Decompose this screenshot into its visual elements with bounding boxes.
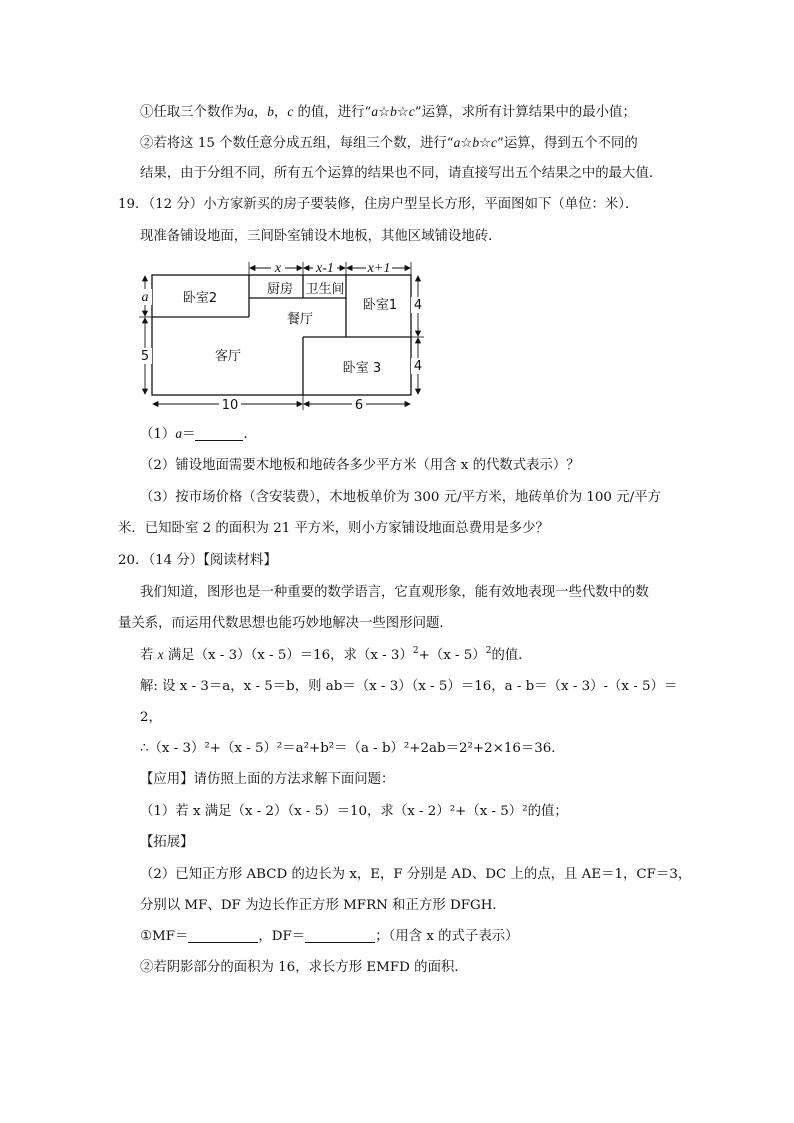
label-bedroom2: 卧室2 <box>182 291 218 306</box>
dim-4-bottom-label: 4 <box>413 359 423 374</box>
q20-solution-line1: 解: 设 x - 3＝a，x - 5＝b，则 ab＝（x - 3）（x - 5）＝16，a - b＝（x - 3）-（x - 5）＝ <box>140 679 678 694</box>
q19-line2: 现准备铺设地面，三间卧室铺设木地板，其他区域铺设地砖． <box>140 229 502 244</box>
q18-sub2: ②若将这 15 个数任意分成五组，每组三个数，进行“a☆b☆c”运算，得到五个不同的 <box>140 135 638 151</box>
dim-a-label: a <box>141 290 149 305</box>
q20-solution-line3: ∴（x - 3）²+（x - 5）²＝a²+b²＝（a - b）²+2ab＝2²+2×16＝36． <box>140 741 565 756</box>
dim-4-top-label: 4 <box>413 298 423 313</box>
q19-answer-blank[interactable] <box>195 426 243 441</box>
mf-answer-blank[interactable] <box>188 928 258 943</box>
df-answer-blank[interactable] <box>305 928 375 943</box>
label-dining: 餐厅 <box>286 312 314 327</box>
q19-header: 19．（12 分）小方家新买的房子要装修，住房户型呈长方形，平面图如下（单位：米）． <box>118 197 639 212</box>
q20-extend-line4: ②若阴影部分的面积为 16，求长方形 EMFD 的面积． <box>140 960 468 975</box>
label-bedroom3: 卧室 3 <box>342 361 382 376</box>
q20-solution-line2: 2， <box>140 710 162 725</box>
label-living: 客厅 <box>214 349 242 364</box>
dim-x-minus-1-label: x-1 <box>316 261 334 276</box>
q20-apply-part1: （1）若 x 满足（x - 2）（x - 5）＝10，求（x - 2）²+（x - 5）²的值； <box>140 804 568 819</box>
q19-part3-line2: 米．已知卧室 2 的面积为 21 平方米，则小方家铺设地面总费用是多少？ <box>118 521 549 536</box>
q20-extend-line3: ①MF＝ ，DF＝ ；（用含 x 的式子表示） <box>140 929 519 944</box>
dim-10-label: 10 <box>221 398 239 413</box>
q20-extend-heading: 【拓展】 <box>140 835 194 850</box>
label-kitchen: 厨房 <box>266 282 294 297</box>
q20-example: 若 x 满足（x - 3）（x - 5）＝16，求（x - 3）$^2$+（x - 5）$^2$的值． <box>140 646 532 663</box>
q19-part2: （2）铺设地面需要木地板和地砖各多少平方米（用含 x 的代数式表示）？ <box>140 458 580 473</box>
q19-part3-line1: （3）按市场价格（含安装费），木地板单价为 300 元/平方米，地砖单价为 100 元/平方 <box>140 490 661 505</box>
q20-read2: 量关系，而运用代数思想也能巧妙地解决一些图形问题． <box>118 616 453 631</box>
dim-5-label: 5 <box>140 349 150 364</box>
label-bedroom1: 卧室1 <box>362 298 398 313</box>
floor-plan-diagram <box>130 255 430 415</box>
q18-sub2-line2: 结果，由于分组不同，所有五个运算的结果也不同，请直接写出五个结果之中的最大值． <box>140 166 663 181</box>
q18-sub1: ①任取三个数作为a，b，c 的值，进行“a☆b☆c”运算，求所有计算结果中的最小值； <box>140 104 636 120</box>
q20-extend-line2: 分别以 MF、DF 为边长作正方形 MFRN 和正方形 DFGH． <box>140 898 506 913</box>
q20-read1: 我们知道，图形也是一种重要的数学语言，它直观形象，能有效地表现一些代数中的数 <box>140 585 649 600</box>
label-bathroom: 卫生间 <box>305 282 345 297</box>
q20-extend-line1: （2）已知正方形 ABCD 的边长为 x，E，F 分别是 AD、DC 上的点，且 AE＝1，CF＝3， <box>140 867 692 882</box>
q19-part1: （1）a＝ ． <box>140 426 257 442</box>
dim-6-label: 6 <box>354 398 364 413</box>
dim-x-label: x <box>274 261 282 276</box>
q20-apply-heading: 【应用】请仿照上面的方法求解下面问题： <box>140 772 395 787</box>
dim-x-plus-1-label: x+1 <box>367 261 391 276</box>
q20-header: 20．（14 分）【阅读材料】 <box>118 553 277 568</box>
